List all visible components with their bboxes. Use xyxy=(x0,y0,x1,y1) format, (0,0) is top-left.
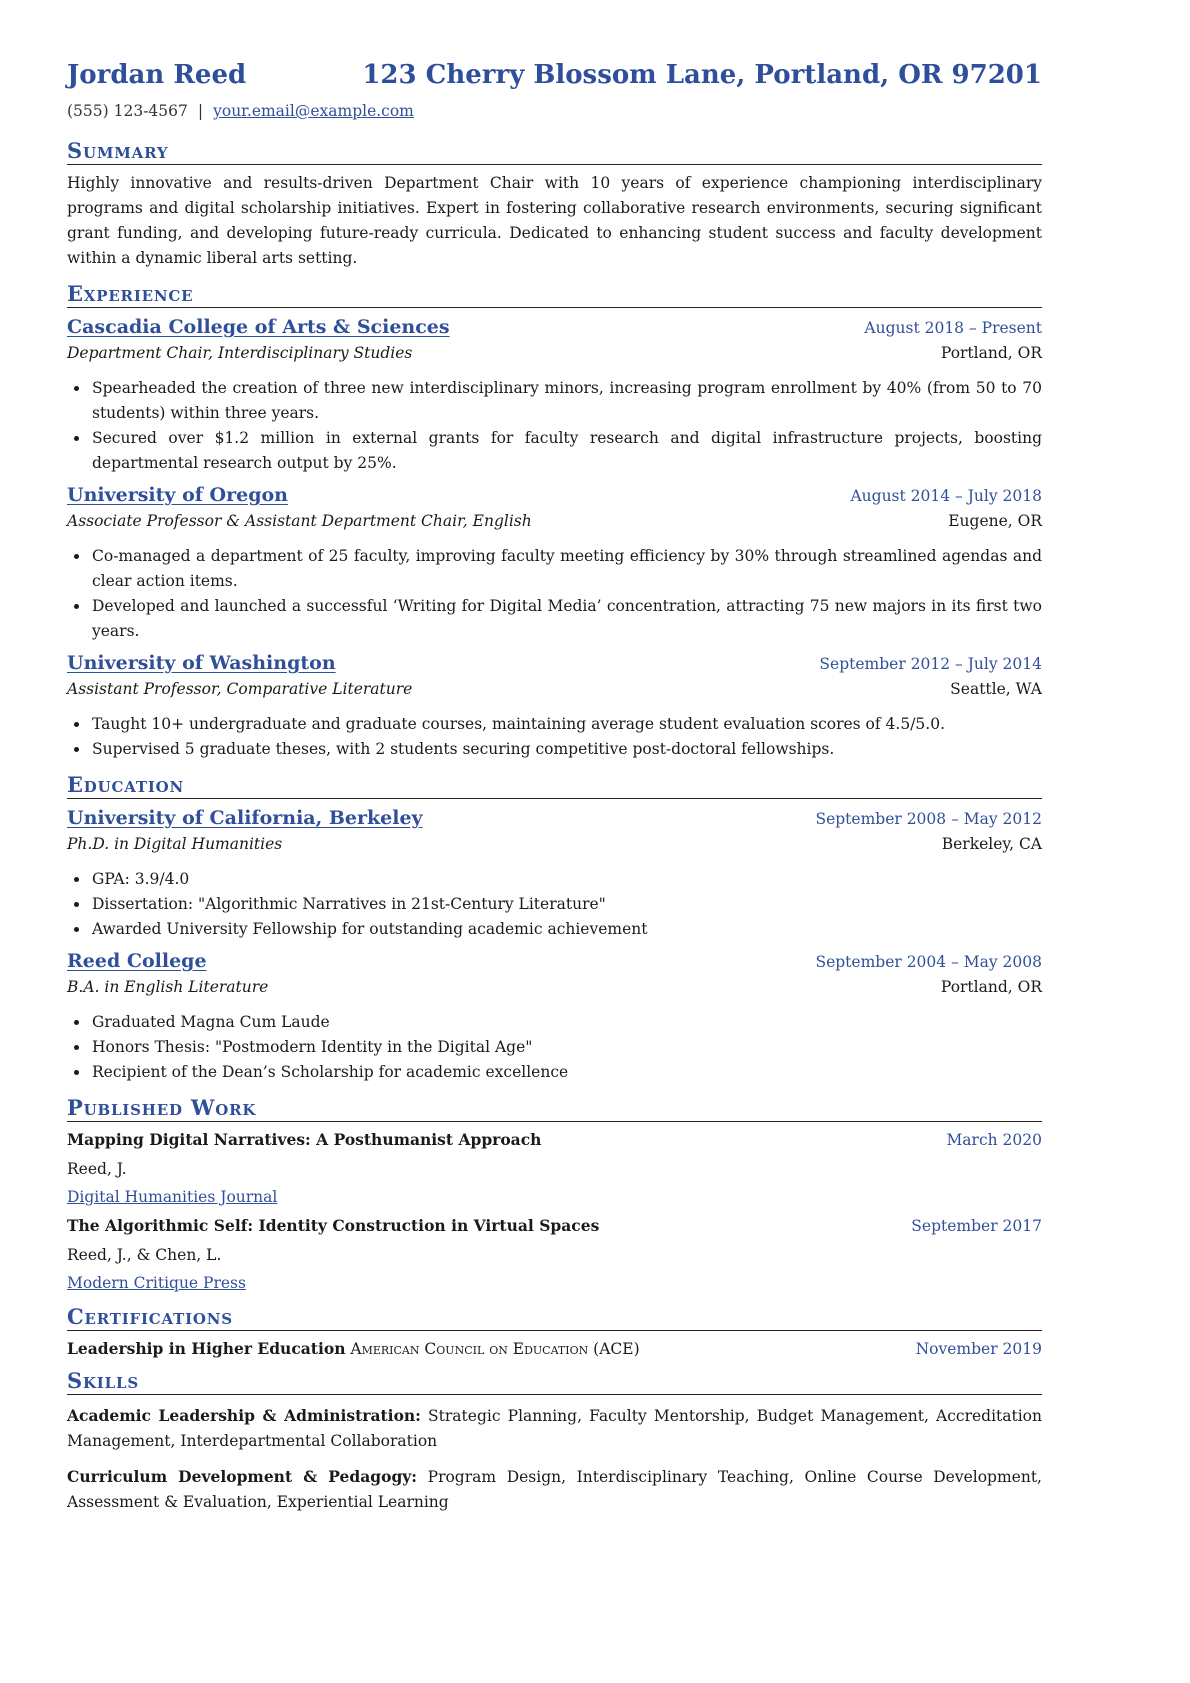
position-title: Assistant Professor, Comparative Literature xyxy=(67,680,413,698)
institution-link[interactable]: University of Oregon xyxy=(67,484,288,506)
position-title: B.A. in English Literature xyxy=(67,978,269,996)
publication-item xyxy=(67,1214,1042,1294)
bullet-list xyxy=(67,1010,1042,1085)
institution-link[interactable]: University of California, Berkeley xyxy=(67,807,423,829)
entry xyxy=(67,948,1042,1085)
entry xyxy=(67,314,1042,476)
location: Portland, OR xyxy=(940,978,1042,996)
publication-authors: Reed, J., & Chen, L. xyxy=(67,1246,222,1264)
publication-venue[interactable]: Modern Critique Press xyxy=(67,1274,246,1292)
contact-line xyxy=(67,102,1042,120)
skill-group xyxy=(67,1464,1042,1515)
location: Seattle, WA xyxy=(950,680,1042,698)
entry-subheader-row xyxy=(67,508,1042,534)
bullet-item: • Secured over $1.2 million in external grants for faculty research and digital infrastructure projects, boosting departmental research output by 25%. xyxy=(90,426,1042,476)
date-range: September 2008 – May 2012 xyxy=(815,810,1042,828)
entry-header-row xyxy=(67,650,1042,676)
publication-title: The Algorithmic Self: Identity Construction in Virtual Spaces xyxy=(67,1216,600,1235)
location: Berkeley, CA xyxy=(941,835,1042,853)
certification-item xyxy=(67,1339,1042,1358)
certification-text xyxy=(67,1339,640,1358)
entry-header-row xyxy=(67,482,1042,508)
date-range: August 2018 – Present xyxy=(864,319,1042,337)
bullet-item: • Taught 10+ undergraduate and graduate courses, maintaining average student evaluation scores of 4.5/5.0. xyxy=(90,712,1042,737)
bullet-item: • GPA: 3.9/4.0 xyxy=(90,867,1042,892)
publication-venue-link xyxy=(67,1272,1042,1294)
publication-item xyxy=(67,1128,1042,1208)
skill-group xyxy=(67,1403,1042,1454)
bullet-item: • Co-managed a department of 25 faculty, improving faculty meeting efficiency by 30% through streamlined agendas and clear action items. xyxy=(90,544,1042,594)
entry-header-row xyxy=(67,805,1042,831)
publication-header-row xyxy=(67,1214,1042,1238)
email-link[interactable]: your.email@example.com xyxy=(213,102,414,120)
education-list xyxy=(67,805,1042,1085)
bullet-item: • Developed and launched a successful ‘Writing for Digital Media’ concentration, attracting 75 new majors in its first two years. xyxy=(90,594,1042,644)
bullet-list xyxy=(67,712,1042,762)
skill-category: Academic Leadership & Administration: xyxy=(67,1406,421,1425)
entry-subheader-row xyxy=(67,831,1042,857)
skill-list xyxy=(67,1403,1042,1515)
bullet-item: • Recipient of the Dean’s Scholarship for academic excellence xyxy=(90,1060,1042,1085)
bullet-item: • Honors Thesis: "Postmodern Identity in the Digital Age" xyxy=(90,1035,1042,1060)
bullet-item: • Spearheaded the creation of three new interdisciplinary minors, increasing program enrollment by 40% (from 50 to 70 students) within three years. xyxy=(90,376,1042,426)
entry xyxy=(67,482,1042,644)
summary-text: Highly innovative and results-driven Department Chair with 10 years of experience championing interdisciplinary programs and digital scholarship initiatives. Expert in fostering collaborative research environments, securing significant grant funding, and developing future-ready curricula. Dedicated to enhancing student success and faculty development within a dynamic liberal arts setting. xyxy=(67,174,1042,267)
certification-list xyxy=(67,1339,1042,1358)
education-heading: Education xyxy=(67,772,1042,799)
publication-venue[interactable]: Digital Humanities Journal xyxy=(67,1188,278,1206)
experience-list xyxy=(67,314,1042,762)
bullet-item: • Graduated Magna Cum Laude xyxy=(90,1010,1042,1035)
institution-link[interactable]: Cascadia College of Arts & Sciences xyxy=(67,316,450,338)
bullet-item: • Awarded University Fellowship for outstanding academic achievement xyxy=(90,917,1042,942)
entry-subheader-row xyxy=(67,340,1042,366)
experience-heading: Experience xyxy=(67,281,1042,308)
entry-header-row xyxy=(67,948,1042,974)
skills-heading: Skills xyxy=(67,1368,1042,1395)
certification-name: Leadership in Higher Education xyxy=(67,1339,346,1358)
publication-authors: Reed, J. xyxy=(67,1160,127,1178)
location: Eugene, OR xyxy=(948,512,1042,530)
date-range: September 2004 – May 2008 xyxy=(815,953,1042,971)
skill-list-text: Program Design, Interdisciplinary Teaching, Online Course Development, Assessment & Evaluation, Experiential Learning xyxy=(67,1468,1042,1511)
bullet-list xyxy=(67,867,1042,942)
institution-link[interactable]: University of Washington xyxy=(67,652,336,674)
bullet-list xyxy=(67,544,1042,644)
phone-number: (555) 123-4567 xyxy=(67,102,188,120)
publication-venue-link xyxy=(67,1186,1042,1208)
certification-date: November 2019 xyxy=(915,1340,1042,1358)
resume-header xyxy=(67,60,1042,96)
contact-separator: | xyxy=(197,102,204,120)
position-title: Associate Professor & Assistant Department Chair, English xyxy=(67,512,532,530)
publication-list xyxy=(67,1128,1042,1294)
institution-link[interactable]: Reed College xyxy=(67,950,207,972)
publication-date: March 2020 xyxy=(946,1131,1042,1149)
position-title: Ph.D. in Digital Humanities xyxy=(67,835,283,853)
entry xyxy=(67,805,1042,942)
bullet-item: • Supervised 5 graduate theses, with 2 students securing competitive post-doctoral fellowships. xyxy=(90,737,1042,762)
date-range: August 2014 – July 2018 xyxy=(850,487,1042,505)
publications-heading: Published Work xyxy=(67,1095,1042,1122)
entry-subheader-row xyxy=(67,676,1042,702)
location: Portland, OR xyxy=(940,344,1042,362)
skill-list-text: Strategic Planning, Faculty Mentorship, Budget Management, Accreditation Management, Interdepartmental Collaboration xyxy=(67,1407,1042,1450)
skill-category: Curriculum Development & Pedagogy: xyxy=(67,1467,418,1486)
publication-date: September 2017 xyxy=(911,1217,1042,1235)
publication-title: Mapping Digital Narratives: A Posthumanist Approach xyxy=(67,1130,542,1149)
date-range: September 2012 – July 2014 xyxy=(819,655,1042,673)
bullet-item: • Dissertation: "Algorithmic Narratives in 21st-Century Literature" xyxy=(90,892,1042,917)
position-title: Department Chair, Interdisciplinary Studies xyxy=(67,344,413,362)
summary-heading: Summary xyxy=(67,138,1042,165)
certification-issuer: American Council on Education (ACE) xyxy=(350,1340,640,1358)
certifications-heading: Certifications xyxy=(67,1304,1042,1331)
publication-header-row xyxy=(67,1128,1042,1152)
bullet-list xyxy=(67,376,1042,476)
entry xyxy=(67,650,1042,762)
candidate-name: Jordan Reed xyxy=(67,60,247,90)
candidate-address: 123 Cherry Blossom Lane, Portland, OR 97201 xyxy=(362,60,1042,90)
entry-subheader-row xyxy=(67,974,1042,1000)
entry-header-row xyxy=(67,314,1042,340)
resume-page xyxy=(67,60,1042,1515)
